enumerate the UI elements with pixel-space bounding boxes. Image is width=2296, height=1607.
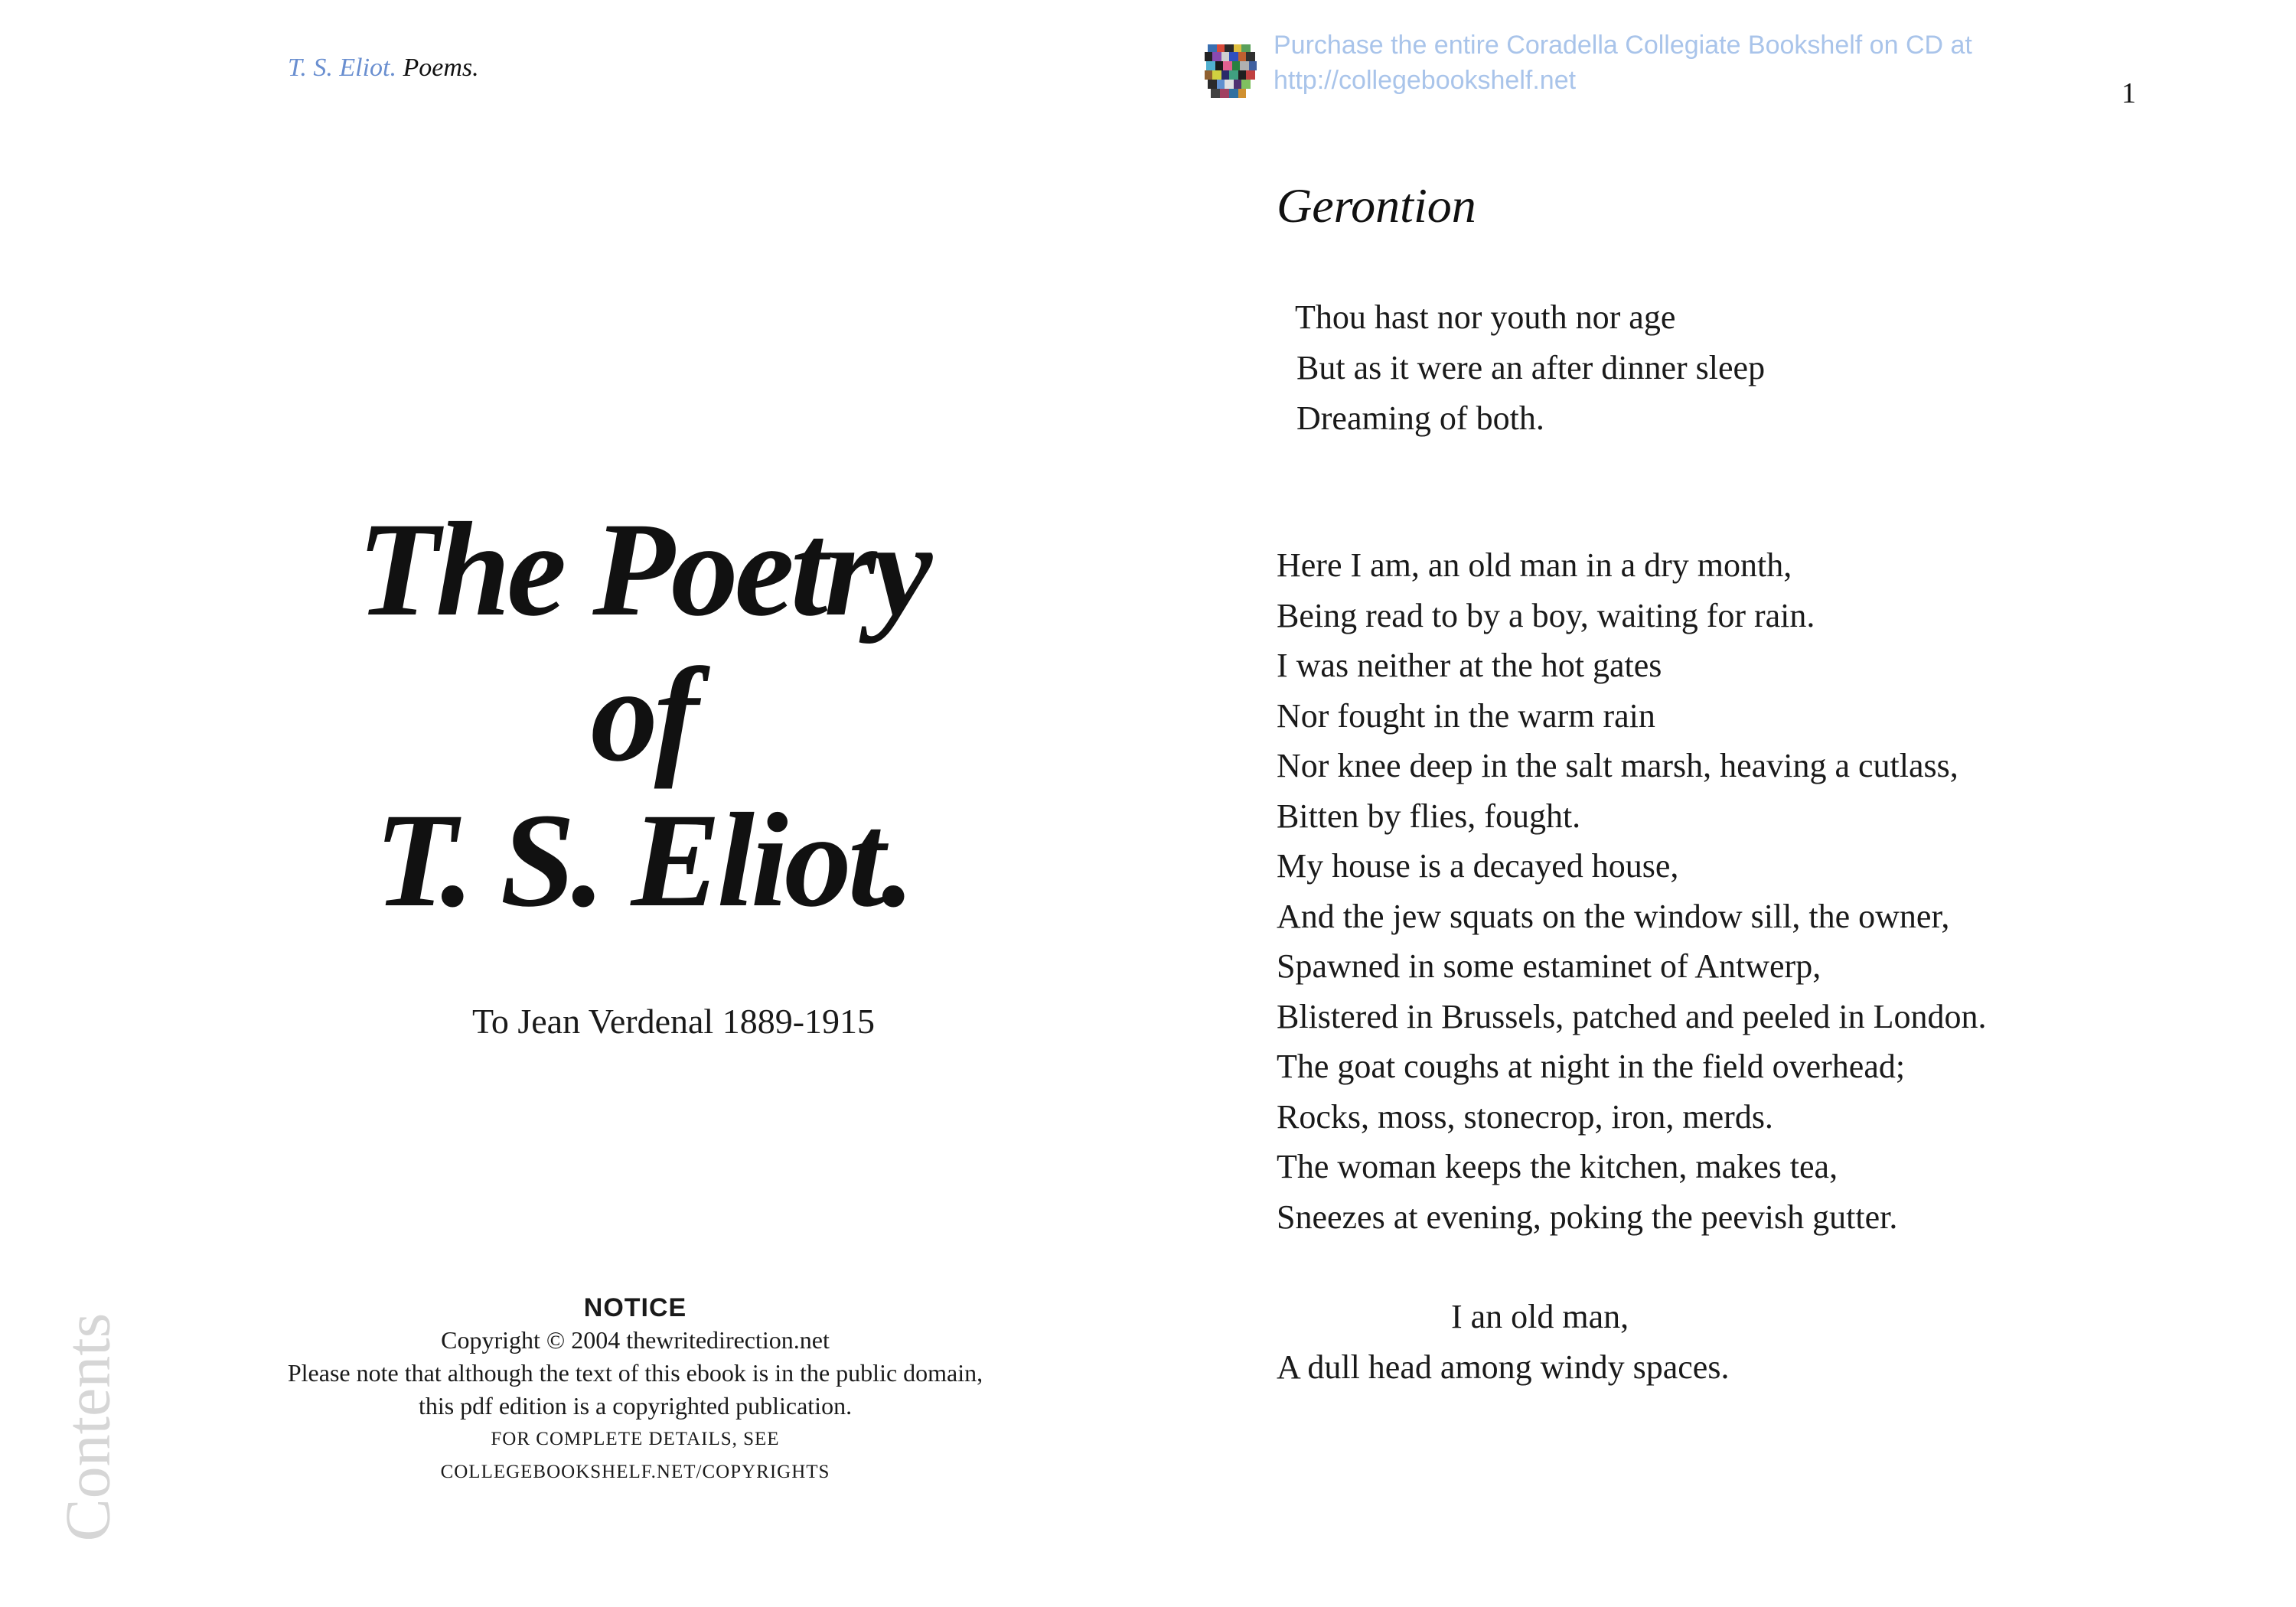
page-number: 1 xyxy=(2122,77,2136,109)
poem-stanza-1 xyxy=(1277,540,1986,1242)
running-header xyxy=(288,54,479,83)
header-author-link[interactable]: T. S. Eliot. xyxy=(288,54,396,82)
notice-line-1: Please note that although the text of this ebook is in the public domain, xyxy=(287,1359,983,1387)
purchase-line-1: Purchase the entire Coradella Collegiate Bookshelf on CD at xyxy=(1274,31,1972,60)
cd-thumbnail-icon[interactable] xyxy=(1203,41,1260,101)
dedication: To Jean Verdenal 1889-1915 xyxy=(471,1002,876,1041)
poem-line: Nor fought in the warm rain xyxy=(1277,696,1655,735)
poem-line: The woman keeps the kitchen, makes tea, xyxy=(1277,1148,1838,1185)
contents-tab-label: Contents xyxy=(52,1312,124,1542)
poem-line: Spawned in some estaminet of Antwerp, xyxy=(1277,947,1821,985)
poem-epigraph xyxy=(1295,292,1765,444)
poem-line: My house is a decayed house, xyxy=(1277,847,1679,885)
notice-line-2: this pdf edition is a copyrighted publication. xyxy=(418,1392,853,1420)
notice-copyright: Copyright © 2004 thewritedirection.net xyxy=(441,1326,830,1354)
notice-line-3: FOR COMPLETE DETAILS, SEE xyxy=(491,1429,780,1449)
poem-line: A dull head among windy spaces. xyxy=(1277,1348,1730,1386)
epigraph-line: Thou hast nor youth nor age xyxy=(1295,298,1676,336)
poem-title: Gerontion xyxy=(1277,178,1476,233)
notice-heading: NOTICE xyxy=(583,1293,687,1322)
poem-line: Rocks, moss, stonecrop, iron, merds. xyxy=(1277,1097,1773,1136)
purchase-url: http://collegebookshelf.net xyxy=(1274,66,1577,95)
poem-line: I was neither at the hot gates xyxy=(1277,647,1662,684)
poem-line: And the jew squats on the window sill, the owner, xyxy=(1277,897,1950,935)
epigraph-line: But as it were an after dinner sleep xyxy=(1296,349,1766,386)
poem-line: Sneezes at evening, poking the peevish gutter. xyxy=(1277,1198,1898,1236)
notice-copyrights-link[interactable]: COLLEGEBOOKSHELF.NET/COPYRIGHTS xyxy=(440,1462,830,1482)
poem-line: Blistered in Brussels, patched and peeled in London. xyxy=(1277,997,1987,1035)
poem-line: Being read to by a boy, waiting for rain. xyxy=(1277,596,1815,634)
epigraph-line: Dreaming of both. xyxy=(1296,399,1544,437)
copyright-notice xyxy=(176,1292,1094,1488)
header-book-title: Poems. xyxy=(403,54,479,82)
purchase-link[interactable] xyxy=(1274,28,1972,98)
title-line-1: The Poetry xyxy=(357,495,929,644)
book-title xyxy=(260,497,1026,934)
poem-line: Nor knee deep in the salt marsh, heaving a cutlass, xyxy=(1277,747,1958,784)
poem-line: Bitten by flies, fought. xyxy=(1277,797,1581,835)
poem-line: Here I am, an old man in a dry month, xyxy=(1277,546,1792,584)
poem-stanza-2 xyxy=(1277,1292,1729,1392)
poem-line: The goat coughs at night in the field overhead; xyxy=(1277,1048,1906,1085)
title-line-2: of xyxy=(590,641,696,790)
poem-line: I an old man, xyxy=(1451,1298,1629,1335)
contents-tab[interactable] xyxy=(46,1301,130,1553)
title-line-3: T. S. Eliot. xyxy=(374,786,912,935)
